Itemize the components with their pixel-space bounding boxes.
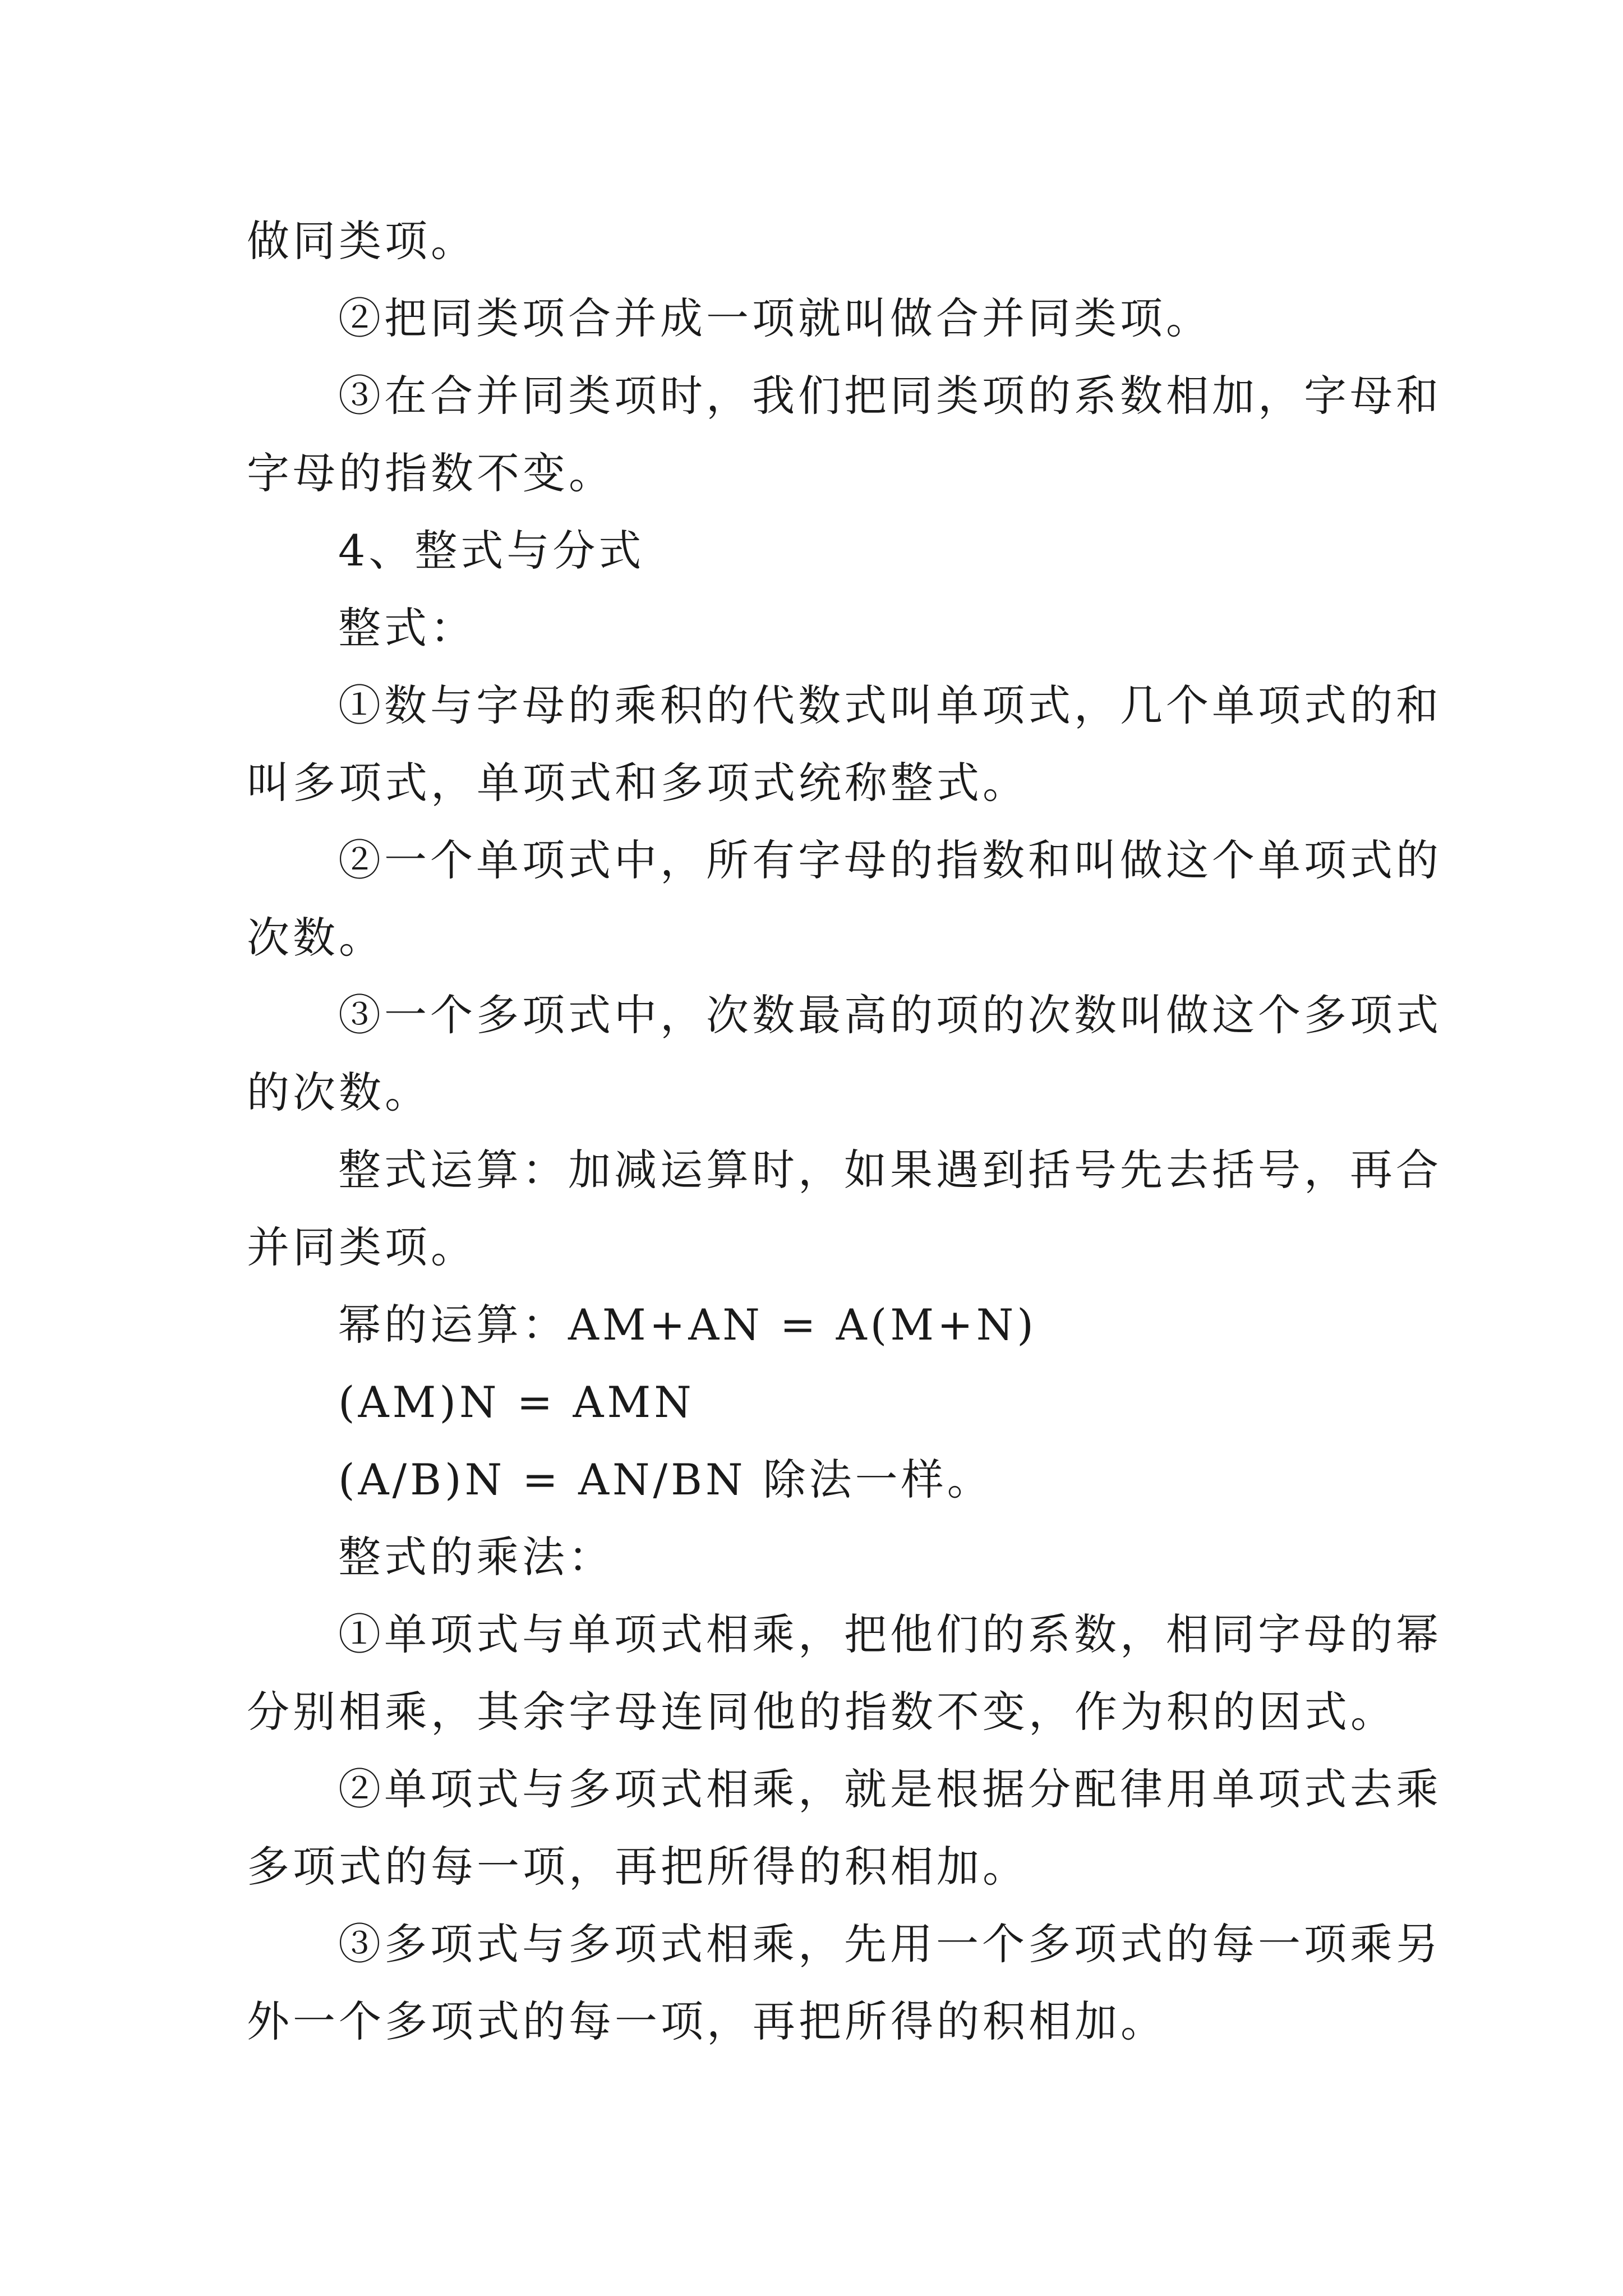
text-line: ③多项式与多项式相乘，先用一个多项式的每一项乘另 — [338, 1919, 1442, 1969]
text-line: ③在合并同类项时，我们把同类项的系数相加，字母和 — [338, 371, 1442, 421]
text-line: 叫多项式，单项式和多项式统称整式。 — [247, 758, 1029, 808]
formula-line: (AM)N = AMN — [338, 1377, 695, 1427]
text-line: ③一个多项式中，次数最高的项的次数叫做这个多项式 — [338, 990, 1442, 1040]
text-line: 做同类项。 — [247, 216, 477, 266]
subsection-heading: 整式： — [338, 603, 476, 653]
document-page — [247, 213, 1442, 2071]
text-line: 次数。 — [247, 913, 385, 963]
formula-line: 幂的运算：AM+AN = A(M+N) — [338, 1300, 1037, 1350]
text-line: ①数与字母的乘积的代数式叫单项式，几个单项式的和 — [338, 680, 1442, 730]
text-line: 分别相乘，其余字母连同他的指数不变，作为积的因式。 — [247, 1687, 1396, 1737]
text-line: ②一个单项式中，所有字母的指数和叫做这个单项式的 — [338, 835, 1442, 885]
section-heading: 4、整式与分式 — [338, 526, 645, 576]
text-line: 字母的指数不变。 — [247, 448, 615, 498]
text-line: 外一个多项式的每一项，再把所得的积相加。 — [247, 1996, 1166, 2046]
text-line: 多项式的每一项，再把所得的积相加。 — [247, 1842, 1029, 1892]
formula-line: (A/B)N = AN/BN 除法一样。 — [338, 1455, 993, 1504]
text-line: 并同类项。 — [247, 1222, 477, 1272]
subsection-heading: 整式的乘法： — [338, 1532, 614, 1582]
text-line: ①单项式与单项式相乘，把他们的系数，相同字母的幂 — [338, 1609, 1442, 1659]
text-line: 整式运算：加减运算时，如果遇到括号先去括号，再合 — [338, 1145, 1442, 1195]
text-line: 的次数。 — [247, 1068, 431, 1117]
text-line: ②把同类项合并成一项就叫做合并同类项。 — [338, 293, 1212, 343]
text-line: ②单项式与多项式相乘，就是根据分配律用单项式去乘 — [338, 1764, 1442, 1814]
